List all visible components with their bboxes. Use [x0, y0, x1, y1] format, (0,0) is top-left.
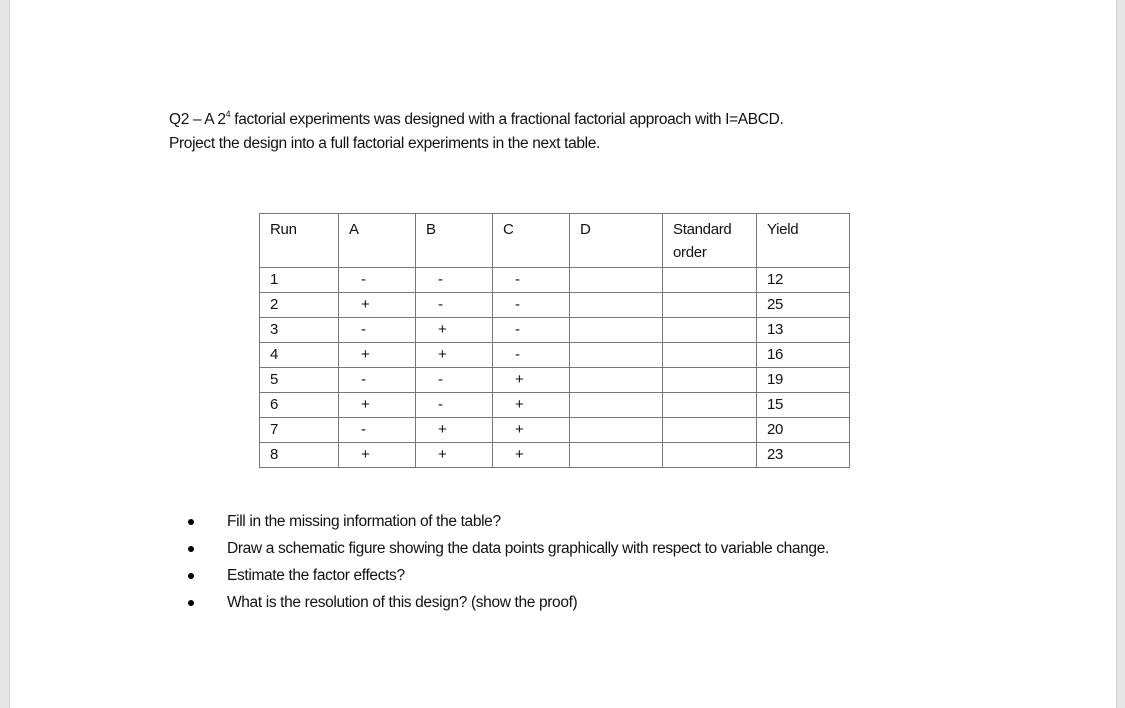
cell-c: +	[493, 393, 570, 418]
cell-a: +	[339, 443, 416, 468]
table-row	[260, 343, 850, 368]
task-text: What is the resolution of this design? (show the proof)	[227, 594, 578, 611]
table-row	[260, 268, 850, 293]
cell-b: -	[416, 393, 493, 418]
question-text	[169, 108, 783, 156]
cell-standard-order	[663, 393, 757, 418]
cell-standard-order	[663, 293, 757, 318]
cell-a: +	[339, 393, 416, 418]
header-c: C	[493, 214, 570, 268]
table-row	[260, 443, 850, 468]
task-text: Fill in the missing information of the table?	[227, 513, 501, 530]
bullet-icon	[188, 600, 194, 606]
header-d: D	[570, 214, 663, 268]
cell-yield: 16	[757, 343, 850, 368]
task-text: Draw a schematic figure showing the data points graphically with respect to variable change.	[227, 540, 829, 557]
cell-b: +	[416, 418, 493, 443]
cell-a: -	[339, 368, 416, 393]
question-line-2: Project the design into a full factorial experiments in the next table.	[169, 135, 600, 152]
cell-run: 6	[260, 393, 339, 418]
cell-c: -	[493, 343, 570, 368]
cell-run: 3	[260, 318, 339, 343]
design-table	[259, 213, 850, 468]
cell-a: -	[339, 268, 416, 293]
cell-run: 5	[260, 368, 339, 393]
header-a: A	[339, 214, 416, 268]
cell-yield: 23	[757, 443, 850, 468]
cell-d	[570, 343, 663, 368]
cell-d	[570, 393, 663, 418]
cell-run: 7	[260, 418, 339, 443]
cell-c: +	[493, 443, 570, 468]
bullet-icon	[188, 546, 194, 552]
cell-b: -	[416, 368, 493, 393]
cell-b: +	[416, 318, 493, 343]
cell-d	[570, 268, 663, 293]
cell-b: -	[416, 293, 493, 318]
cell-b: -	[416, 268, 493, 293]
cell-c: -	[493, 318, 570, 343]
cell-c: +	[493, 418, 570, 443]
question-prefix: Q2 – A 2	[169, 111, 226, 128]
bullet-icon	[188, 573, 194, 579]
cell-d	[570, 443, 663, 468]
cell-d	[570, 293, 663, 318]
cell-yield: 13	[757, 318, 850, 343]
cell-standard-order	[663, 418, 757, 443]
cell-standard-order	[663, 443, 757, 468]
task-text: Estimate the factor effects?	[227, 567, 405, 584]
cell-c: -	[493, 293, 570, 318]
cell-c: -	[493, 268, 570, 293]
task-item	[188, 508, 887, 535]
cell-standard-order	[663, 368, 757, 393]
table-row	[260, 318, 850, 343]
header-run: Run	[260, 214, 339, 268]
cell-c: +	[493, 368, 570, 393]
cell-a: +	[339, 343, 416, 368]
table-row	[260, 393, 850, 418]
cell-b: +	[416, 343, 493, 368]
cell-run: 2	[260, 293, 339, 318]
cell-standard-order	[663, 343, 757, 368]
table-header-row	[260, 214, 850, 268]
bullet-icon	[188, 519, 194, 525]
cell-yield: 25	[757, 293, 850, 318]
task-item	[188, 562, 887, 589]
question-line-1	[169, 108, 783, 132]
header-b: B	[416, 214, 493, 268]
cell-a: -	[339, 318, 416, 343]
task-item	[188, 535, 887, 562]
header-standard-order: Standard order	[663, 214, 757, 268]
table-row	[260, 418, 850, 443]
cell-d	[570, 318, 663, 343]
cell-yield: 12	[757, 268, 850, 293]
question-rest: factorial experiments was designed with a fractional factorial approach with I=ABCD.	[230, 111, 784, 128]
table-row	[260, 293, 850, 318]
cell-a: +	[339, 293, 416, 318]
header-yield: Yield	[757, 214, 850, 268]
cell-run: 8	[260, 443, 339, 468]
cell-standard-order	[663, 318, 757, 343]
table-row	[260, 368, 850, 393]
cell-d	[570, 418, 663, 443]
cell-a: -	[339, 418, 416, 443]
task-list	[188, 508, 887, 616]
cell-yield: 15	[757, 393, 850, 418]
task-item	[188, 589, 887, 616]
cell-run: 1	[260, 268, 339, 293]
cell-yield: 20	[757, 418, 850, 443]
cell-b: +	[416, 443, 493, 468]
exponent: 4	[225, 109, 231, 119]
cell-yield: 19	[757, 368, 850, 393]
cell-standard-order	[663, 268, 757, 293]
cell-run: 4	[260, 343, 339, 368]
cell-d	[570, 368, 663, 393]
